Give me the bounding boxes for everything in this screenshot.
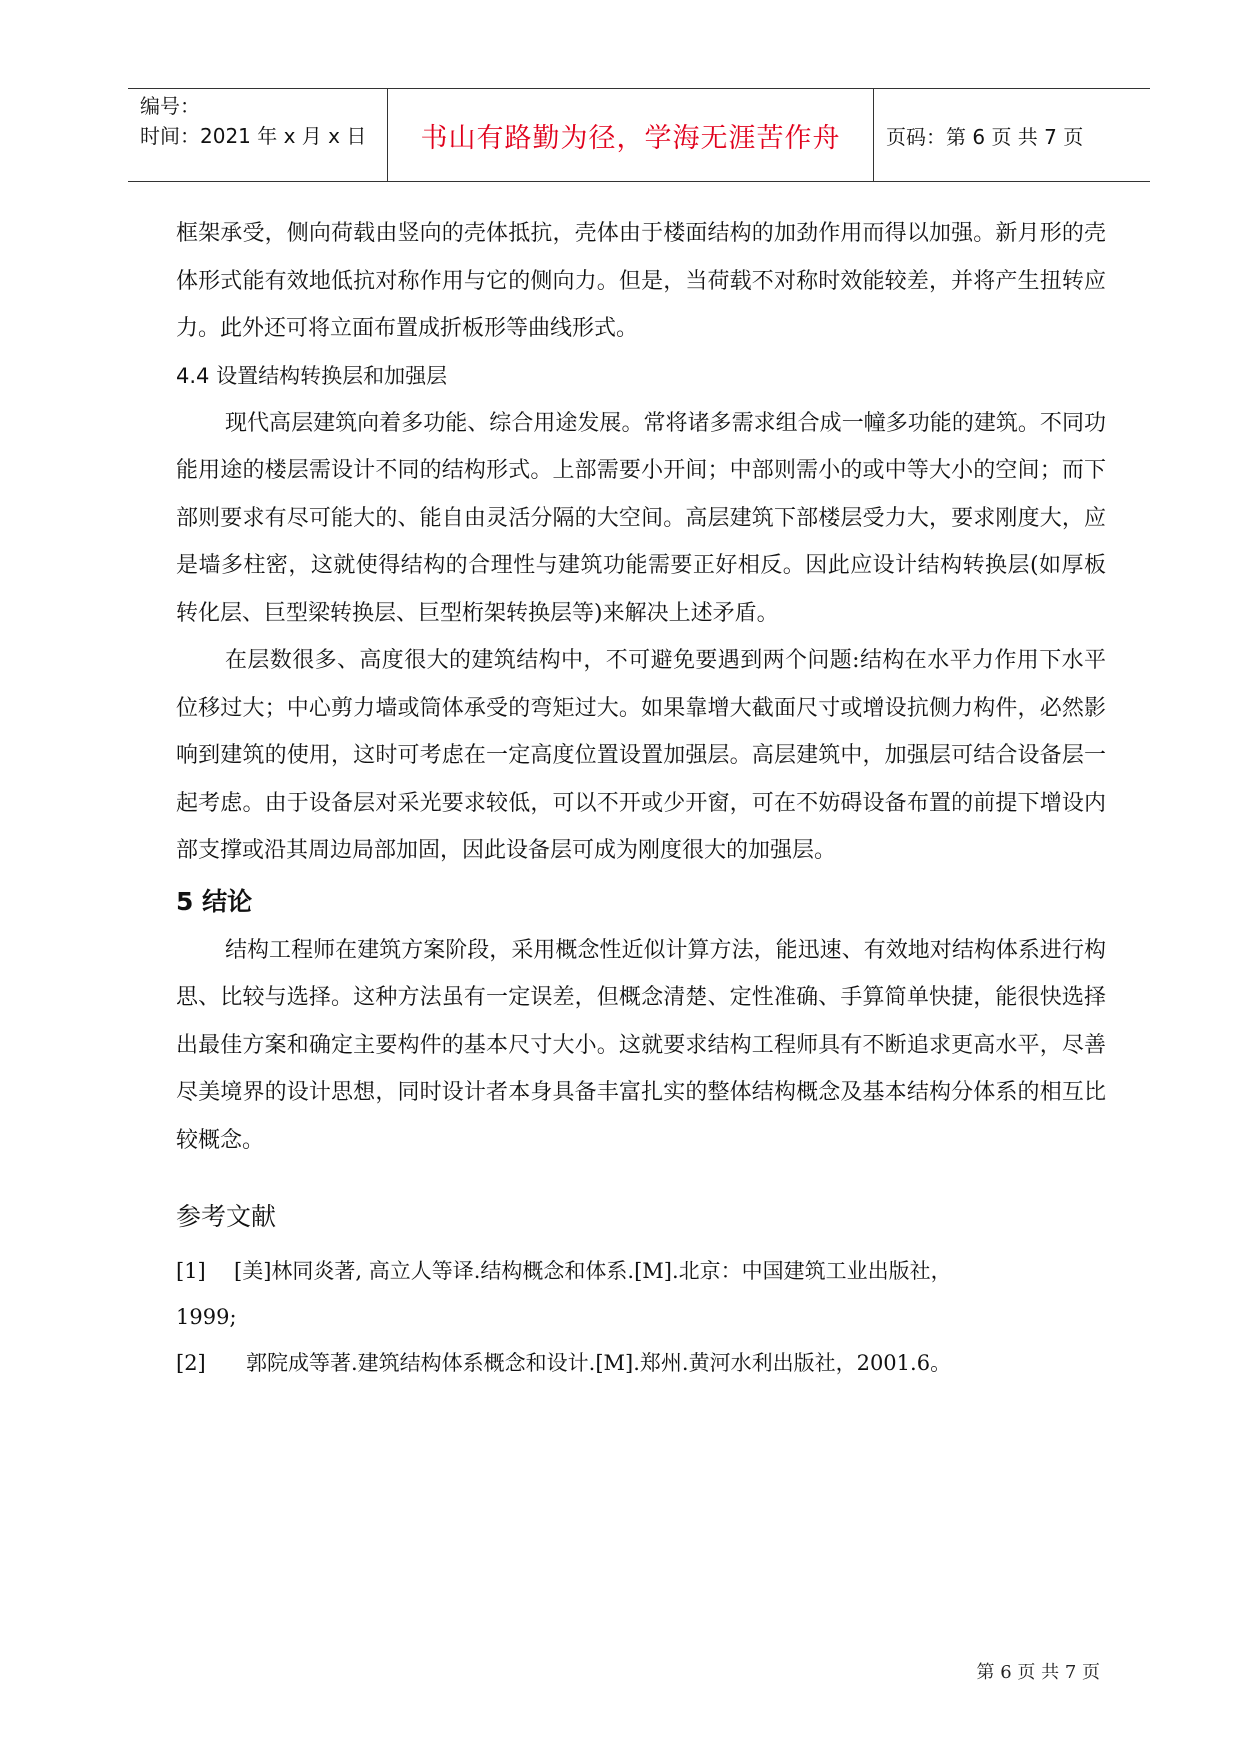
page-header [128,88,1150,182]
page-footer-number: 第 6 页 共 7 页 [976,1662,1100,1683]
document-number-label: 编号： [140,94,200,118]
reference-item-2 [176,1340,1106,1386]
reference-text: [美]林同炎著, 高立人等译.结构概念和体系.[M].北京：中国建筑工业出版社， [234,1259,952,1283]
paragraph-transfer-layer: 现代高层建筑向着多功能、综合用途发展。常将诸多需求组合成一幢多功能的建筑。不同功能用途的楼层需设计不同的结构形式。上部需要小开间；中部则需小的或中等大小的空间；而下部则要求有尽可能大的、能自由灵活分隔的大空间。高层建筑下部楼层受力大，要求刚度大，应是墙多柱密，这就使得结构的合理性与建筑功能需要正好相反。因此应设计结构转换层(如厚板转化层、巨型梁转换层、巨型桁架转换层等)来解决上述矛盾。 [176,410,1106,626]
reference-text: 郭院成等著.建筑结构体系概念和设计.[M].郑州.黄河水利出版社，2001.6。 [246,1351,952,1375]
paragraph-strengthened-layer: 在层数很多、高度很大的建筑结构中，不可避免要遇到两个问题:结构在水平力作用下水平位移过大；中心剪力墙或筒体承受的弯矩过大。如果靠增大截面尺寸或增设抗侧力构件，必然影响到建筑的使用，这时可考虑在一定高度位置设置加强层。高层建筑中，加强层可结合设备层一起考虑。由于设备层对采光要求较低，可以不开或少开窗，可在不妨碍设备布置的前提下增设内部支撑或沿其周边局部加固，因此设备层可成为刚度很大的加强层。 [176,648,1106,863]
reference-number: [1] [176,1259,206,1283]
document-time-label: 时间：2021 年 x 月 x 日 [140,124,367,148]
references-title: 参考文献 [176,1202,277,1231]
paragraph-continued: 框架承受，侧向荷载由竖向的壳体抵抗，壳体由于楼面结构的加劲作用而得以加强。新月形的壳体形式能有效地低抗对称作用与它的侧向力。但是，当荷载不对称时效能较差，并将产生扭转应力。此外还可将立面布置成折板形等曲线形式。 [176,221,1106,341]
section-heading-conclusion: 5 结论 [176,886,253,916]
document-body [176,210,1106,1386]
paragraph-conclusion: 结构工程师在建筑方案阶段，采用概念性近似计算方法，能迅速、有效地对结构体系进行构思、比较与选择。这种方法虽有一定误差，但概念清楚、定性准确、手算简单快捷，能很快选择出最佳方案和确定主要构件的基本尺寸大小。这就要求结构工程师具有不断追求更高水平，尽善尽美境界的设计思想，同时设计者本身具备丰富扎实的整体结构概念及基本结构分体系的相互比较概念。 [176,937,1106,1153]
reference-text-continued: 1999; [176,1305,237,1329]
reference-number: [2] [176,1351,206,1375]
section-heading-4-4: 4.4 设置结构转换层和加强层 [176,363,448,388]
reference-item-1 [176,1248,1106,1294]
header-motto: 书山有路勤为径，学海无涯苦作舟 [388,89,874,181]
header-page-info: 页码：第 6 页 共 7 页 [886,124,1084,149]
header-meta [128,89,388,181]
